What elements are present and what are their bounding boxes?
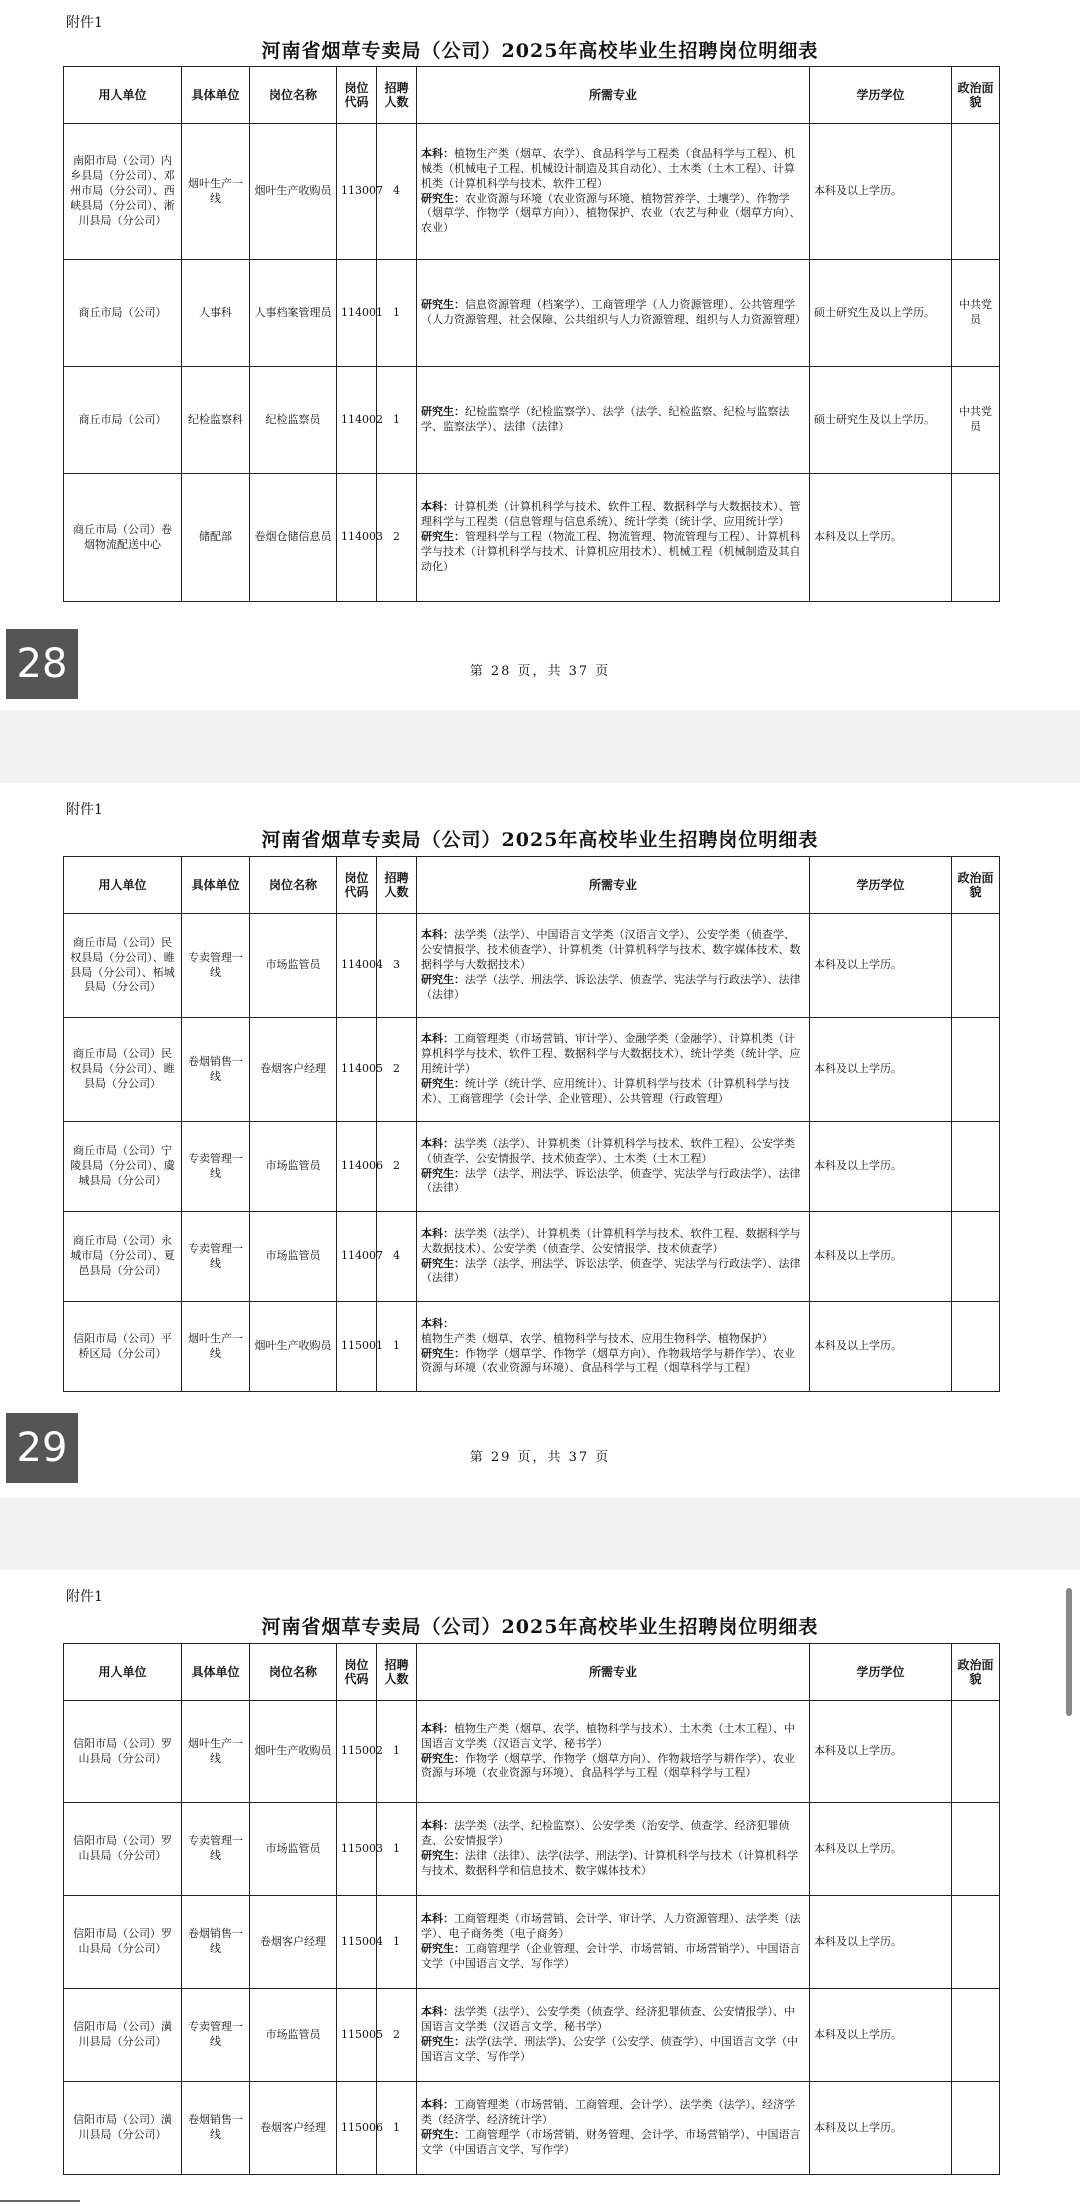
unit-header: 用人单位	[64, 1644, 182, 1701]
political-cell	[952, 914, 1000, 1018]
count-cell: 1	[377, 367, 417, 474]
edu-cell: 本科及以上学历。	[810, 1896, 952, 1989]
major-line	[421, 1819, 805, 1849]
degree-label: 研究生：	[421, 405, 465, 419]
major-line	[421, 1942, 805, 1972]
major-line	[421, 1032, 805, 1077]
unit-cell: 商丘市局（公司）永城市局（分公司）、夏邑县局（分公司）	[64, 1212, 182, 1302]
political-cell	[952, 1896, 1000, 1989]
major-cell	[417, 2082, 810, 2175]
count-cell: 1	[377, 2082, 417, 2175]
major-line	[421, 1167, 805, 1197]
table-header-row	[64, 1644, 1000, 1701]
major-line	[421, 298, 805, 328]
post-cell: 市场监管员	[250, 1803, 337, 1896]
code-cell: 115003	[337, 1803, 377, 1896]
major-text: 法学类（法学、纪检监察）、公安学类（治安学、侦查学、经济犯罪侦查、公安情报学）	[421, 1819, 790, 1848]
major-cell	[417, 1122, 810, 1212]
table-row	[64, 1018, 1000, 1122]
degree-label: 本科：	[421, 1819, 454, 1833]
unit-cell: 信阳市局（公司）罗山县局（分公司）	[64, 1803, 182, 1896]
page-number-badge: 28	[6, 629, 78, 699]
major-line	[421, 1317, 805, 1347]
major-line	[421, 405, 805, 435]
degree-label: 本科：	[421, 1226, 454, 1240]
major-text: 植物生产类（烟草、农学、植物科学与技术）、土木类（土木工程）、中国语言文学类（汉语言文学、秘书学）	[421, 1721, 795, 1750]
major-cell	[417, 1302, 810, 1392]
code-cell: 114005	[337, 1018, 377, 1122]
jobs-table	[63, 856, 1000, 1392]
count-cell: 1	[377, 1701, 417, 1803]
major-line	[421, 1227, 805, 1257]
major-text: 统计学（统计学、应用统计）、计算机科学与技术（计算机科学与技术）、工商管理学（会计学、企业管理）、公共管理（行政管理）	[421, 1076, 790, 1105]
post-cell: 市场监管员	[250, 1212, 337, 1302]
degree-label: 本科：	[421, 928, 454, 942]
major-text: 纪检监察学（纪检监察学）、法学（法学、纪检监察、纪检与监察法学、监察法学）、法律（法律）	[421, 405, 790, 433]
major-cell	[417, 914, 810, 1018]
degree-label: 研究生：	[421, 1849, 465, 1862]
dept-header: 具体单位	[182, 1644, 250, 1701]
dept-cell: 专卖管理一线	[182, 1122, 250, 1212]
count-header: 招聘人数	[377, 67, 417, 124]
edu-cell: 本科及以上学历。	[810, 474, 952, 602]
major-header: 所需专业	[417, 67, 810, 124]
dept-cell: 专卖管理一线	[182, 1212, 250, 1302]
major-cell	[417, 1896, 810, 1989]
count-cell: 1	[377, 1803, 417, 1896]
code-cell: 114004	[337, 914, 377, 1018]
major-text: 法律（法律）、法学(法学、刑法学)、计算机科学与技术（计算机科学与技术、数据科学和信息技术、数字媒体技术）	[421, 1849, 799, 1877]
table-row	[64, 124, 1000, 260]
major-line	[421, 2128, 805, 2158]
table-row	[64, 1989, 1000, 2082]
count-cell: 1	[377, 260, 417, 367]
political-cell	[952, 1018, 1000, 1122]
political-cell: 中共党员	[952, 367, 1000, 474]
degree-label: 研究生：	[421, 1346, 465, 1360]
post-cell: 人事档案管理员	[250, 260, 337, 367]
count-header: 招聘人数	[377, 857, 417, 914]
political-cell	[952, 124, 1000, 260]
degree-label: 本科：	[421, 500, 454, 514]
major-text: 法学类（法学）、中国语言文学类（汉语言文学）、公安学类（侦查学、公安情报学、技术侦查学）、计算机类（计算机科学与技术、数字媒体技术、数据科学与大数据技术）	[421, 928, 801, 972]
doc-title: 河南省烟草专卖局（公司）2025年高校毕业生招聘岗位明细表	[261, 829, 819, 851]
page-footer: 第 29 页，共 37 页	[469, 1450, 611, 1465]
major-text: 工商管理学（市场营销、财务管理、会计学、市场营销学）、中国语言文学（中国语言文学、写作学）	[421, 2128, 801, 2156]
degree-label: 本科：	[421, 146, 454, 160]
major-cell	[417, 124, 810, 260]
edu-cell: 本科及以上学历。	[810, 1212, 952, 1302]
edu-cell: 硕士研究生及以上学历。	[810, 260, 952, 367]
post-cell: 烟叶生产收购员	[250, 1302, 337, 1392]
political-cell	[952, 474, 1000, 602]
dept-cell: 人事科	[182, 260, 250, 367]
doc-title: 河南省烟草专卖局（公司）2025年高校毕业生招聘岗位明细表	[261, 1616, 819, 1638]
jobs-table	[63, 66, 1000, 602]
edu-cell: 本科及以上学历。	[810, 914, 952, 1018]
attachment-label: 附件1	[66, 1589, 103, 1605]
degree-label: 研究生：	[421, 972, 465, 986]
table-row	[64, 260, 1000, 367]
political-cell: 中共党员	[952, 260, 1000, 367]
code-cell: 114007	[337, 1212, 377, 1302]
major-line	[421, 1347, 805, 1377]
major-cell	[417, 367, 810, 474]
edu-cell: 本科及以上学历。	[810, 1302, 952, 1392]
political-cell	[952, 1122, 1000, 1212]
major-line	[421, 192, 805, 237]
political-cell	[952, 2082, 1000, 2175]
major-text: 植物生产类（烟草、农学）、食品科学与工程类（食品科学与工程）、机械类（机械电子工程、机械设计制造及其自动化）、土木类（土木工程）、计算机类（计算机科学与技术、软件工程）	[421, 146, 795, 190]
political-cell	[952, 1701, 1000, 1803]
major-text: 管理科学与工程（物流工程、物流管理、物流管理与工程）、计算机科学与技术（计算机科学与技术、计算机应用技术）、机械工程（机械制造及其自动化）	[421, 530, 801, 573]
major-text: 法学(法学、刑法学)、公安学（公安学、侦查学）、中国语言文学（中国语言文学、写作学）	[421, 2035, 799, 2063]
major-cell	[417, 1803, 810, 1896]
major-text: 法学类（法学）、计算机类（计算机科学与技术、软件工程）、公安学类（侦查学、公安情报学、技术侦查学）、土木类（土木工程）	[421, 1136, 795, 1165]
degree-label: 本科：	[421, 1032, 454, 1046]
attachment-label: 附件1	[66, 802, 103, 818]
document-page-29	[0, 783, 1080, 1498]
count-cell: 4	[377, 124, 417, 260]
code-cell: 115001	[337, 1302, 377, 1392]
code-cell: 115006	[337, 2082, 377, 2175]
table-row	[64, 367, 1000, 474]
count-cell: 2	[377, 1018, 417, 1122]
degree-label: 研究生：	[421, 1166, 465, 1180]
degree-label: 本科：	[421, 1316, 454, 1330]
edu-cell: 本科及以上学历。	[810, 1018, 952, 1122]
unit-cell: 南阳市局（公司）内乡县局（分公司）、邓州市局（分公司）、西峡县局（分公司）、淅川县局（分公司）	[64, 124, 182, 260]
code-cell: 115004	[337, 1896, 377, 1989]
edu-cell: 本科及以上学历。	[810, 1989, 952, 2082]
degree-label: 本科：	[421, 1721, 454, 1735]
edu-header: 学历学位	[810, 67, 952, 124]
code-cell: 115005	[337, 1989, 377, 2082]
political-header: 政治面貌	[952, 1644, 1000, 1701]
dept-header: 具体单位	[182, 67, 250, 124]
degree-label: 本科：	[421, 1136, 454, 1150]
degree-label: 研究生：	[421, 1942, 465, 1955]
dept-cell: 储配部	[182, 474, 250, 602]
unit-cell: 信阳市局（公司）平桥区局（分公司）	[64, 1302, 182, 1392]
post-header: 岗位名称	[250, 67, 337, 124]
edu-cell: 本科及以上学历。	[810, 124, 952, 260]
post-cell: 烟叶生产收购员	[250, 1701, 337, 1803]
unit-cell: 信阳市局（公司）潢川县局（分公司）	[64, 2082, 182, 2175]
major-line	[421, 1137, 805, 1167]
table-header-row	[64, 67, 1000, 124]
political-cell	[952, 1803, 1000, 1896]
count-cell: 2	[377, 1122, 417, 1212]
post-cell: 纪检监察员	[250, 367, 337, 474]
major-header: 所需专业	[417, 857, 810, 914]
political-cell	[952, 1212, 1000, 1302]
code-cell: 114002	[337, 367, 377, 474]
post-cell: 卷烟客户经理	[250, 2082, 337, 2175]
political-cell	[952, 1302, 1000, 1392]
major-text: 植物生产类（烟草、农学、植物科学与技术、应用生物科学、植物保护）	[421, 1331, 773, 1345]
unit-cell: 商丘市局（公司）	[64, 260, 182, 367]
degree-label: 研究生：	[421, 1256, 465, 1270]
major-text: 工商管理类（市场营销、工商管理、会计学）、法学类（法学）、经济学类（经济学、经济统计学）	[421, 2098, 795, 2127]
major-line	[421, 2098, 805, 2128]
dept-cell: 纪检监察科	[182, 367, 250, 474]
major-line	[421, 1722, 805, 1752]
edu-header: 学历学位	[810, 1644, 952, 1701]
unit-cell: 商丘市局（公司）民权县局（分公司）、睢县局（分公司）	[64, 1018, 182, 1122]
degree-label: 研究生：	[421, 298, 465, 312]
major-text: 工商管理学（企业管理、会计学、市场营销、市场营销学）、中国语言文学（中国语言文学、写作学）	[421, 1942, 801, 1970]
table-row	[64, 2082, 1000, 2175]
political-cell	[952, 1989, 1000, 2082]
count-cell: 3	[377, 914, 417, 1018]
political-header: 政治面貌	[952, 67, 1000, 124]
major-text: 法学（法学、刑法学、诉讼法学、侦查学、宪法学与行政法学）、法律（法律）	[421, 1166, 801, 1195]
code-cell: 114006	[337, 1122, 377, 1212]
edu-cell: 本科及以上学历。	[810, 2082, 952, 2175]
major-line	[421, 1077, 805, 1107]
unit-cell: 商丘市局（公司）卷烟物流配送中心	[64, 474, 182, 602]
political-header: 政治面貌	[952, 857, 1000, 914]
unit-cell: 信阳市局（公司）罗山县局（分公司）	[64, 1701, 182, 1803]
major-text: 法学类（法学）、计算机类（计算机科学与技术、软件工程、数据科学与大数据技术）、公安学类（侦查学、公安情报学、技术侦查学）	[421, 1226, 801, 1255]
major-cell	[417, 474, 810, 602]
table-row	[64, 914, 1000, 1018]
unit-cell: 商丘市局（公司）	[64, 367, 182, 474]
dept-cell: 卷烟销售一线	[182, 2082, 250, 2175]
major-cell	[417, 1018, 810, 1122]
dept-cell: 卷烟销售一线	[182, 1896, 250, 1989]
major-text: 工商管理类（市场营销、审计学）、金融学类（金融学）、计算机类（计算机科学与技术、软件工程、数据科学与大数据技术）、统计学类（统计学、应用统计学）	[421, 1032, 801, 1076]
major-line	[421, 147, 805, 192]
attachment-label: 附件1	[66, 15, 103, 31]
dept-cell: 烟叶生产一线	[182, 1701, 250, 1803]
degree-label: 本科：	[421, 1912, 454, 1926]
edu-cell: 本科及以上学历。	[810, 1701, 952, 1803]
post-header: 岗位名称	[250, 857, 337, 914]
page-number-badge: 29	[6, 1413, 78, 1483]
unit-cell: 信阳市局（公司）潢川县局（分公司）	[64, 1989, 182, 2082]
post-cell: 市场监管员	[250, 1122, 337, 1212]
code-cell: 115002	[337, 1701, 377, 1803]
dept-cell: 烟叶生产一线	[182, 1302, 250, 1392]
major-line	[421, 928, 805, 973]
count-cell: 1	[377, 1302, 417, 1392]
code-cell: 114001	[337, 260, 377, 367]
unit-cell: 商丘市局（公司）民权县局（分公司）、睢县局（分公司）、柘城县局（分公司）	[64, 914, 182, 1018]
count-cell: 4	[377, 1212, 417, 1302]
degree-label: 研究生：	[421, 530, 465, 544]
major-text: 农业资源与环境（农业资源与环境、植物营养学、土壤学）、作物学（烟草学、作物学（烟草方向））、植物保护、农业（农艺与种业（烟草方向）、农业）	[421, 191, 801, 235]
major-cell	[417, 1701, 810, 1803]
dept-cell: 烟叶生产一线	[182, 124, 250, 260]
degree-label: 本科：	[421, 2098, 454, 2112]
edu-cell: 本科及以上学历。	[810, 1803, 952, 1896]
document-page-30	[0, 1570, 1080, 2210]
major-text: 作物学（烟草学、作物学（烟草方向）、作物栽培学与耕作学）、农业资源与环境（农业资源与环境）、食品科学与工程（烟草科学与工程）	[421, 1751, 795, 1780]
count-cell: 2	[377, 474, 417, 602]
major-line	[421, 1849, 805, 1879]
count-cell: 1	[377, 1896, 417, 1989]
table-row	[64, 1701, 1000, 1803]
major-text: 信息资源管理（档案学）、工商管理学（人力资源管理）、公共管理学（人力资源管理、社会保障、公共组织与人力资源管理、组织与人力资源管理）	[421, 298, 806, 326]
edu-cell: 硕士研究生及以上学历。	[810, 367, 952, 474]
major-line	[421, 1912, 805, 1942]
dept-cell: 专卖管理一线	[182, 914, 250, 1018]
table-header-row	[64, 857, 1000, 914]
degree-label: 本科：	[421, 2005, 454, 2019]
major-text: 作物学（烟草学、作物学（烟草方向）、作物栽培学与耕作学）、农业资源与环境（农业资源与环境）、食品科学与工程（烟草科学与工程）	[421, 1346, 795, 1375]
post-header: 岗位名称	[250, 1644, 337, 1701]
unit-cell: 商丘市局（公司）宁陵县局（分公司）、虞城县局（分公司）	[64, 1122, 182, 1212]
degree-label: 研究生：	[421, 191, 465, 205]
scrollbar-thumb[interactable]	[1066, 1588, 1072, 1716]
major-text: 法学（法学、刑法学、诉讼法学、侦查学、宪法学与行政法学）、法律（法律）	[421, 972, 801, 1001]
post-cell: 卷烟客户经理	[250, 1018, 337, 1122]
post-cell: 卷烟客户经理	[250, 1896, 337, 1989]
major-line	[421, 1752, 805, 1782]
major-line	[421, 1257, 805, 1287]
major-text: 计算机类（计算机科学与技术、软件工程、数据科学与大数据技术）、管理科学与工程类（信息管理与信息系统）、统计学类（统计学、应用统计学）	[421, 500, 801, 529]
dept-header: 具体单位	[182, 857, 250, 914]
jobs-table	[63, 1643, 1000, 2175]
post-cell: 烟叶生产收购员	[250, 124, 337, 260]
major-line	[421, 500, 805, 530]
post-cell: 市场监管员	[250, 1989, 337, 2082]
count-cell: 2	[377, 1989, 417, 2082]
degree-label: 研究生：	[421, 1076, 465, 1090]
code-header: 岗位代码	[337, 67, 377, 124]
unit-header: 用人单位	[64, 67, 182, 124]
major-text: 法学（法学、刑法学、诉讼法学、侦查学、宪法学与行政法学）、法律（法律）	[421, 1256, 801, 1285]
table-row	[64, 474, 1000, 602]
count-header: 招聘人数	[377, 1644, 417, 1701]
major-cell	[417, 1989, 810, 2082]
major-line	[421, 530, 805, 575]
unit-header: 用人单位	[64, 857, 182, 914]
edu-header: 学历学位	[810, 857, 952, 914]
unit-cell: 信阳市局（公司）罗山县局（分公司）	[64, 1896, 182, 1989]
major-cell	[417, 260, 810, 367]
code-cell: 113007	[337, 124, 377, 260]
major-line	[421, 2005, 805, 2035]
page-footer: 第 28 页，共 37 页	[469, 664, 611, 679]
degree-label: 研究生：	[421, 2035, 465, 2048]
code-cell: 114003	[337, 474, 377, 602]
major-line	[421, 973, 805, 1003]
degree-label: 研究生：	[421, 1751, 465, 1765]
doc-title: 河南省烟草专卖局（公司）2025年高校毕业生招聘岗位明细表	[261, 40, 819, 62]
major-header: 所需专业	[417, 1644, 810, 1701]
major-text: 工商管理类（市场营销、会计学、审计学、人力资源管理）、法学类（法学）、电子商务类（电子商务）	[421, 1912, 801, 1941]
table-row	[64, 1122, 1000, 1212]
document-page-28	[0, 0, 1080, 710]
major-cell	[417, 1212, 810, 1302]
code-header: 岗位代码	[337, 857, 377, 914]
post-cell: 市场监管员	[250, 914, 337, 1018]
post-cell: 卷烟仓储信息员	[250, 474, 337, 602]
code-header: 岗位代码	[337, 1644, 377, 1701]
dept-cell: 专卖管理一线	[182, 1803, 250, 1896]
edu-cell: 本科及以上学历。	[810, 1122, 952, 1212]
table-row	[64, 1302, 1000, 1392]
dept-cell: 专卖管理一线	[182, 1989, 250, 2082]
table-row	[64, 1212, 1000, 1302]
bottom-divider	[0, 2200, 80, 2202]
table-row	[64, 1896, 1000, 1989]
table-row	[64, 1803, 1000, 1896]
degree-label: 研究生：	[421, 2128, 465, 2141]
major-line	[421, 2035, 805, 2065]
dept-cell: 卷烟销售一线	[182, 1018, 250, 1122]
major-text: 法学类（法学）、公安学类（侦查学、经济犯罪侦查、公安情报学）、中国语言文学类（汉语言文学、秘书学）	[421, 2005, 795, 2034]
